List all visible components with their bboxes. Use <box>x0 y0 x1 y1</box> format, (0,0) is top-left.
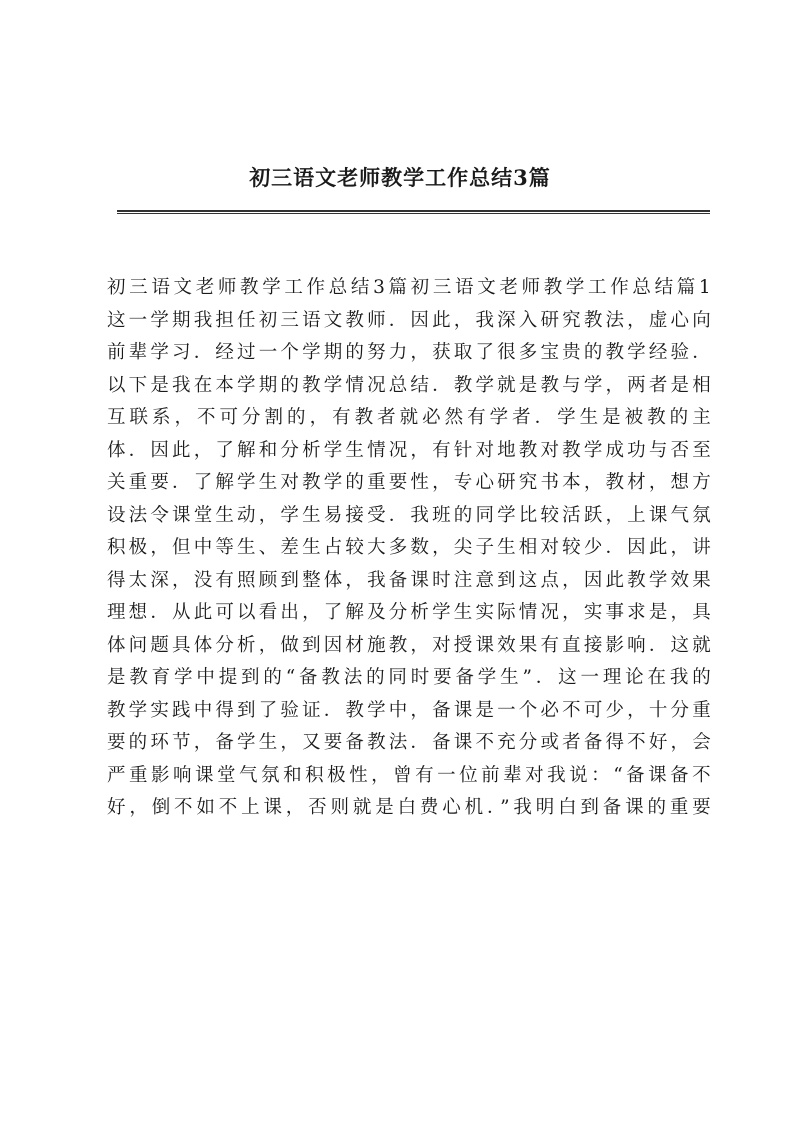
body-line: 前辈学习．经过一个学期的努力，获取了很多宝贵的教学经验． <box>107 342 712 363</box>
body-line: 是教育学中提到的“备教法的同时要备学生”．这一理论在我的 <box>107 667 712 688</box>
body-line: 初三语文老师教学工作总结3篇初三语文老师教学工作总结篇1 <box>107 277 712 298</box>
body-line: 体问题具体分析，做到因材施教，对授课效果有直接影响．这就 <box>107 634 712 656</box>
body-line: 好，倒不如不上课，否则就是白费心机．”我明白到备课的重要 <box>107 797 712 818</box>
body-line: 积极，但中等生、差生占较大多数，尖子生相对较少．因此，讲 <box>107 537 712 558</box>
body-line: 体．因此，了解和分析学生情况，有针对地教对教学成功与否至 <box>107 439 712 461</box>
document-body <box>107 272 712 825</box>
body-line: 要的环节，备学生，又要备教法．备课不充分或者备得不好，会 <box>107 732 712 753</box>
body-line: 设法令课堂生动，学生易接受．我班的同学比较活跃，上课气氛 <box>107 504 712 526</box>
body-line: 互联系，不可分割的，有教者就必然有学者．学生是被教的主 <box>107 407 712 428</box>
body-line: 理想．从此可以看出，了解及分析学生实际情况，实事求是，具 <box>107 602 712 623</box>
body-line: 关重要．了解学生对教学的重要性，专心研究书本，教材，想方 <box>107 472 712 493</box>
body-line: 这一学期我担任初三语文教师．因此，我深入研究教法，虚心向 <box>107 309 712 331</box>
body-line: 得太深，没有照顾到整体，我备课时注意到这点，因此教学效果 <box>107 569 712 591</box>
document-title: 初三语文老师教学工作总结3篇 <box>249 165 551 190</box>
body-line: 教学实践中得到了验证．教学中，备课是一个必不可少，十分重 <box>107 699 712 721</box>
body-line: 以下是我在本学期的教学情况总结．教学就是教与学，两者是相 <box>107 374 712 396</box>
body-line: 严重影响课堂气氛和积极性，曾有一位前辈对我说：“备课备不 <box>107 764 712 786</box>
title-divider <box>117 210 710 214</box>
